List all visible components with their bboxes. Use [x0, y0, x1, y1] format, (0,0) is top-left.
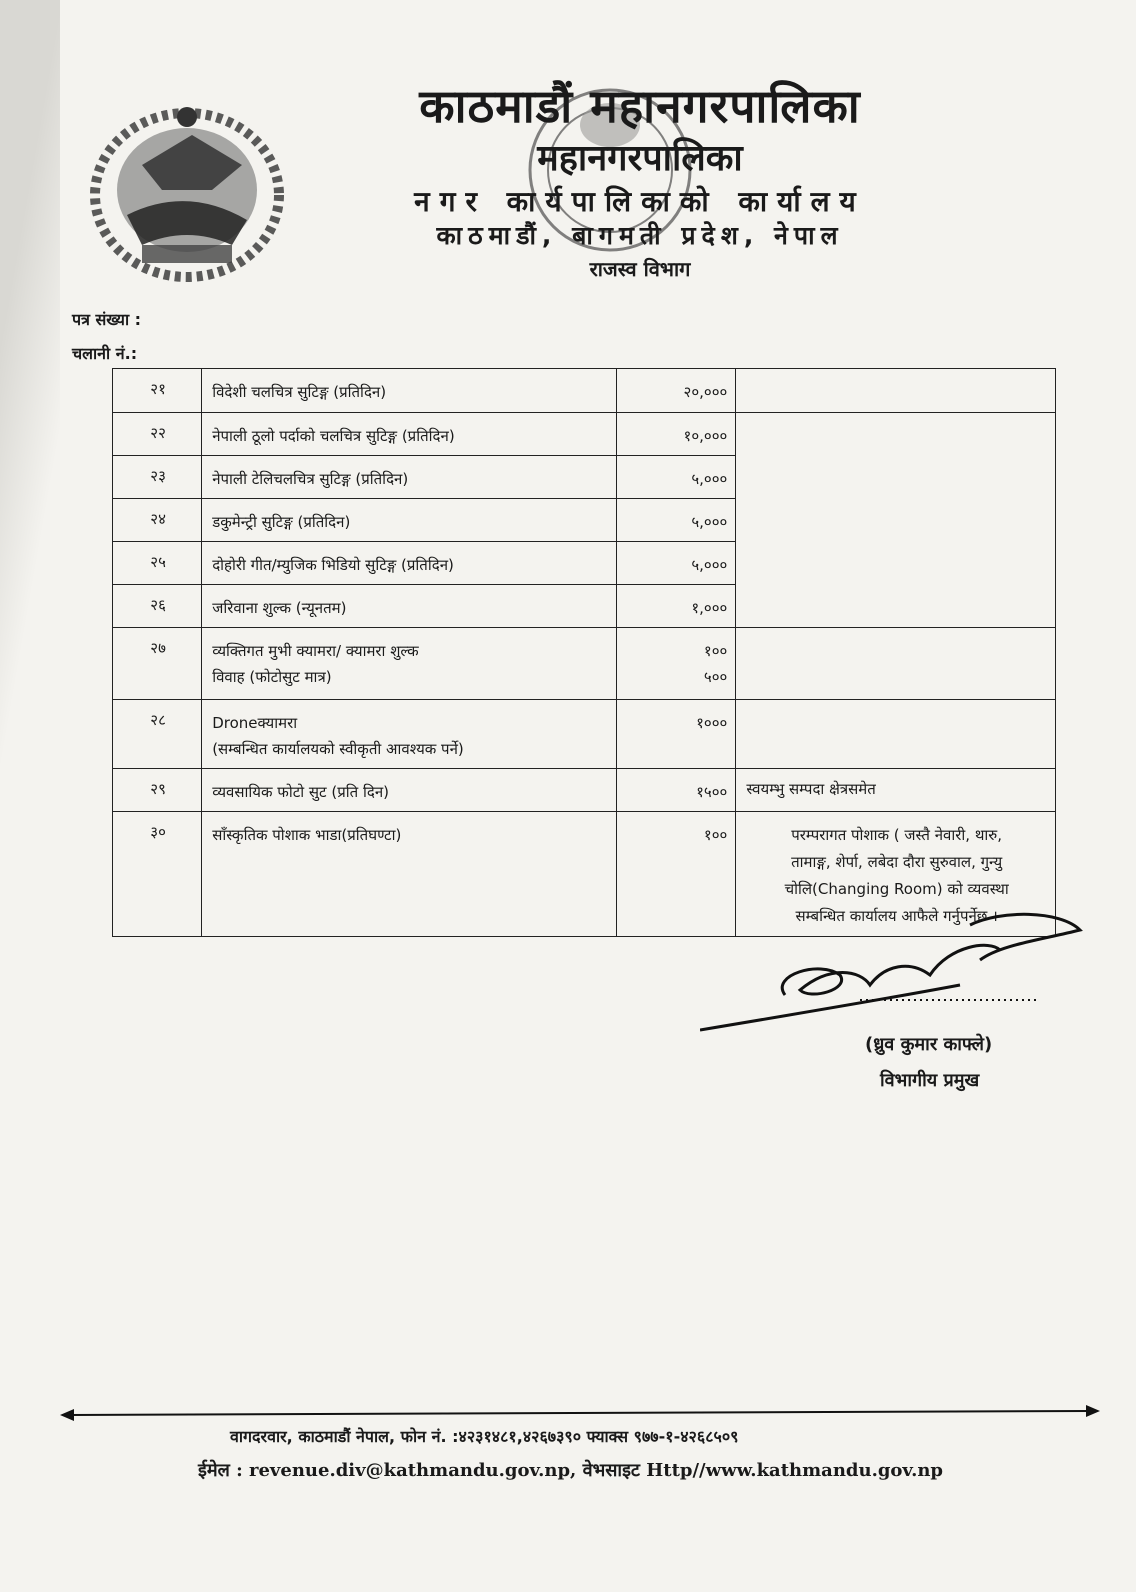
- serial-number-cell: २८: [113, 700, 202, 769]
- amount-value: ५००: [703, 668, 728, 686]
- remark-cell: [736, 585, 1056, 628]
- serial-number-cell: २६: [113, 585, 202, 628]
- description-line: विदेशी चलचित्र सुटिङ्ग (प्रतिदिन): [212, 383, 387, 401]
- fee-row: [113, 542, 1056, 585]
- amount-cell: [617, 499, 736, 542]
- fee-row: [113, 456, 1056, 499]
- description-line: व्यवसायिक फोटो सुट (प्रति दिन): [212, 783, 390, 801]
- amount-cell: [617, 369, 736, 413]
- amount-cell: [617, 542, 736, 585]
- remark-line: चोलि(Changing Room) को व्यवस्था: [784, 880, 1009, 898]
- amount-cell: [617, 585, 736, 628]
- amount-value: २०,०००: [683, 383, 728, 401]
- amount-cell: [617, 700, 736, 769]
- amount-value: ५,०००: [691, 470, 728, 488]
- remark-cell: [736, 456, 1056, 499]
- remark-cell: [736, 700, 1056, 769]
- letter-ref-label: पत्र संख्या :: [72, 310, 142, 329]
- description-cell: [202, 628, 617, 700]
- remark-line: सम्बन्धित कार्यालय आफैले गर्नुपर्नेछ ।: [795, 907, 998, 925]
- signatory-title: विभागीय प्रमुख: [880, 1070, 980, 1091]
- description-cell: [202, 585, 617, 628]
- description-line: Droneक्यामरा: [212, 714, 298, 732]
- serial-number-cell: २४: [113, 499, 202, 542]
- amount-cell: [617, 456, 736, 499]
- amount-cell: [617, 628, 736, 700]
- remark-cell: [736, 499, 1056, 542]
- signatory-name: (ध्रुव कुमार काफ्ले): [865, 1034, 993, 1055]
- amount-value: १०,०००: [683, 427, 728, 445]
- amount-value: १५००: [696, 783, 728, 801]
- description-line: नेपाली टेलिचलचित्र सुटिङ्ग (प्रतिदिन): [212, 470, 409, 488]
- footer-address: वागदरवार, काठमाडौं नेपाल, फोन नं. :४२३१४८१,४२६७३९० फ्याक्स ९७७-१-४२६८५०९: [230, 1427, 739, 1446]
- remark-line: परम्परागत पोशाक ( जस्तै नेवारी, थारु,: [791, 826, 1003, 844]
- fee-row: [113, 700, 1056, 769]
- remark-cell: [736, 369, 1056, 413]
- description-line: नेपाली ठूलो पर्दाको चलचित्र सुटिङ्ग (प्रतिदिन): [212, 427, 455, 445]
- remark-cell: [736, 769, 1056, 812]
- description-line: दोहोरी गीत/म्युजिक भिडियो सुटिङ्ग (प्रतिदिन): [212, 556, 454, 574]
- amount-value: १००: [703, 826, 728, 844]
- scan-page-edge: [0, 0, 60, 1592]
- office-address: काठमाडौं, बागमती प्रदेश, नेपाल: [436, 221, 844, 250]
- fee-table-body: [113, 369, 1056, 937]
- remark-cell: [736, 628, 1056, 700]
- fee-row: [113, 628, 1056, 700]
- remark-line: स्वयम्भु सम्पदा क्षेत्रसमेत: [746, 780, 876, 798]
- footer-rule-arrow: [60, 1405, 1100, 1425]
- fee-row: [113, 413, 1056, 456]
- remark-line: तामाङ्ग, शेर्पा, लबेदा दौरा सुरुवाल, गुन्यु: [791, 853, 1003, 871]
- remark-cell: [736, 542, 1056, 585]
- description-line: डकुमेन्ट्री सुटिङ्ग (प्रतिदिन): [212, 513, 351, 531]
- org-title: काठमाडौं महानगरपालिका: [419, 79, 861, 133]
- description-cell: [202, 812, 617, 937]
- nepal-emblem-icon: [82, 95, 292, 285]
- amount-value: १००: [703, 642, 728, 660]
- serial-number-cell: ३०: [113, 812, 202, 937]
- org-subtitle: महानगरपालिका: [537, 138, 743, 179]
- fee-row: [113, 369, 1056, 413]
- serial-number-cell: २२: [113, 413, 202, 456]
- description-cell: [202, 369, 617, 413]
- serial-number-cell: २७: [113, 628, 202, 700]
- dispatch-number-label: चलानी नं.:: [72, 344, 138, 363]
- department-name: राजस्व विभाग: [589, 257, 691, 281]
- fee-row: [113, 499, 1056, 542]
- serial-number-cell: २३: [113, 456, 202, 499]
- amount-cell: [617, 769, 736, 812]
- letterhead: [360, 78, 920, 284]
- office-name: नगर कार्यपालिकाको कार्यालय: [414, 185, 866, 218]
- description-cell: [202, 413, 617, 456]
- fee-row: [113, 769, 1056, 812]
- description-line: साँस्कृतिक पोशाक भाडा(प्रतिघण्टा): [212, 826, 402, 844]
- description-cell: [202, 499, 617, 542]
- amount-value: ५,०००: [691, 513, 728, 531]
- description-cell: [202, 456, 617, 499]
- description-line: विवाह (फोटोसुट मात्र): [212, 668, 332, 686]
- amount-cell: [617, 413, 736, 456]
- description-line: (सम्बन्धित कार्यालयको स्वीकृती आवश्यक पर्ने): [212, 740, 464, 758]
- serial-number-cell: २५: [113, 542, 202, 585]
- description-line: जरिवाना शुल्क (न्यूनतम): [212, 599, 347, 617]
- amount-value: १०००: [696, 714, 728, 732]
- fee-table: [112, 368, 1056, 937]
- fee-row: [113, 585, 1056, 628]
- description-cell: [202, 769, 617, 812]
- amount-value: १,०००: [691, 599, 728, 617]
- description-cell: [202, 542, 617, 585]
- serial-number-cell: २१: [113, 369, 202, 413]
- description-line: व्यक्तिगत मुभी क्यामरा/ क्यामरा शुल्क: [212, 642, 419, 660]
- serial-number-cell: २९: [113, 769, 202, 812]
- remark-cell: [736, 413, 1056, 456]
- footer-contact: ईमेल : revenue.div@kathmandu.gov.np, वेभसाइट Http//www.kathmandu.gov.np: [198, 1460, 944, 1481]
- amount-value: ५,०००: [691, 556, 728, 574]
- description-cell: [202, 700, 617, 769]
